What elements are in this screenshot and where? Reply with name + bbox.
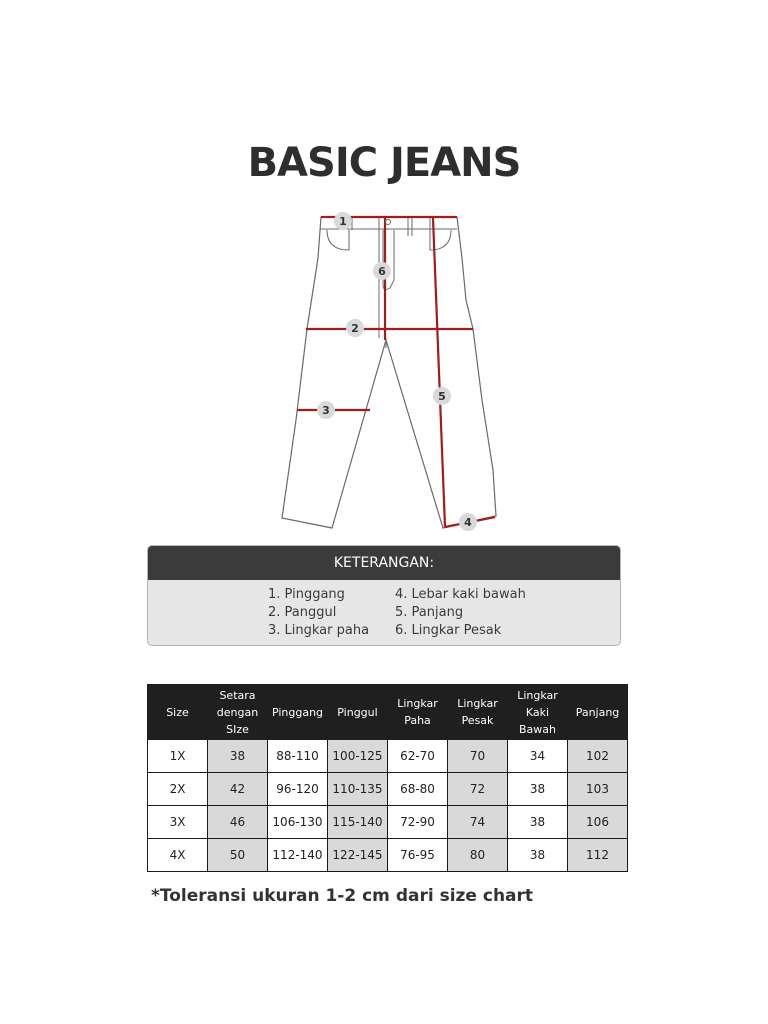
cell-lingkar-paha: 68-80 [388,773,448,806]
legend-item: 6. Lingkar Pesak [395,623,502,638]
cell-lingkar-pesak: 80 [448,839,508,872]
legend-item: 1. Pinggang [268,587,345,602]
cell-lingkar-paha: 62-70 [388,740,448,773]
cell-lingkar-pesak: 74 [448,806,508,839]
cell-pinggang: 106-130 [268,806,328,839]
header-lingkar-pesak: Lingkar Pesak [448,685,508,740]
table-row [148,773,628,806]
legend-item: 4. Lebar kaki bawah [395,587,526,602]
table-row [148,740,628,773]
cell-lingkar-kaki-bawah: 38 [508,773,568,806]
table-header-row [148,685,628,740]
cell-lingkar-kaki-bawah: 34 [508,740,568,773]
cell-panjang: 106 [568,806,628,839]
cell-setara: 46 [208,806,268,839]
cell-pinggang: 96-120 [268,773,328,806]
cell-lingkar-kaki-bawah: 38 [508,839,568,872]
cell-panjang: 102 [568,740,628,773]
marker-3 [317,401,335,419]
cell-lingkar-kaki-bawah: 38 [508,806,568,839]
svg-text:2: 2 [351,322,359,335]
cell-pinggul: 100-125 [328,740,388,773]
header-pinggul: Pinggul [328,685,388,740]
cell-pinggul: 122-145 [328,839,388,872]
legend-left-column [268,586,369,640]
marker-6 [373,262,391,280]
marker-1 [334,212,352,230]
size-table [147,684,628,872]
marker-5 [433,387,451,405]
tolerance-note: *Toleransi ukuran 1-2 cm dari size chart [151,886,534,906]
svg-text:3: 3 [322,404,330,417]
cell-pinggang: 88-110 [268,740,328,773]
cell-lingkar-paha: 72-90 [388,806,448,839]
legend-panel [147,545,621,646]
header-lingkar-kaki-bawah: Lingkar Kaki Bawah [508,685,568,740]
marker-2 [346,319,364,337]
cell-size: 1X [148,740,208,773]
cell-size: 3X [148,806,208,839]
legend-item: 2. Panggul [268,605,337,620]
legend-right-column [395,586,526,640]
marker-4 [459,513,477,531]
cell-pinggul: 110-135 [328,773,388,806]
jeans-outline [282,217,496,528]
cell-setara: 38 [208,740,268,773]
cell-size: 2X [148,773,208,806]
svg-text:4: 4 [464,516,472,529]
cell-size: 4X [148,839,208,872]
cell-pinggul: 115-140 [328,806,388,839]
header-size: Size [148,685,208,740]
cell-lingkar-paha: 76-95 [388,839,448,872]
cell-panjang: 112 [568,839,628,872]
cell-pinggang: 112-140 [268,839,328,872]
svg-text:5: 5 [438,390,446,403]
cell-lingkar-pesak: 70 [448,740,508,773]
cell-setara: 50 [208,839,268,872]
cell-setara: 42 [208,773,268,806]
svg-text:1: 1 [339,215,347,228]
cell-panjang: 103 [568,773,628,806]
header-lingkar-paha: Lingkar Paha [388,685,448,740]
legend-heading: KETERANGAN: [148,546,620,580]
table-row [148,806,628,839]
cell-lingkar-pesak: 72 [448,773,508,806]
header-setara: Setara dengan SIze [208,685,268,740]
header-panjang: Panjang [568,685,628,740]
table-row [148,839,628,872]
legend-item: 3. Lingkar paha [268,623,370,638]
legend-item: 5. Panjang [395,605,464,620]
svg-text:6: 6 [378,265,386,278]
header-pinggang: Pinggang [268,685,328,740]
page-title: BASIC JEANS [247,140,521,186]
